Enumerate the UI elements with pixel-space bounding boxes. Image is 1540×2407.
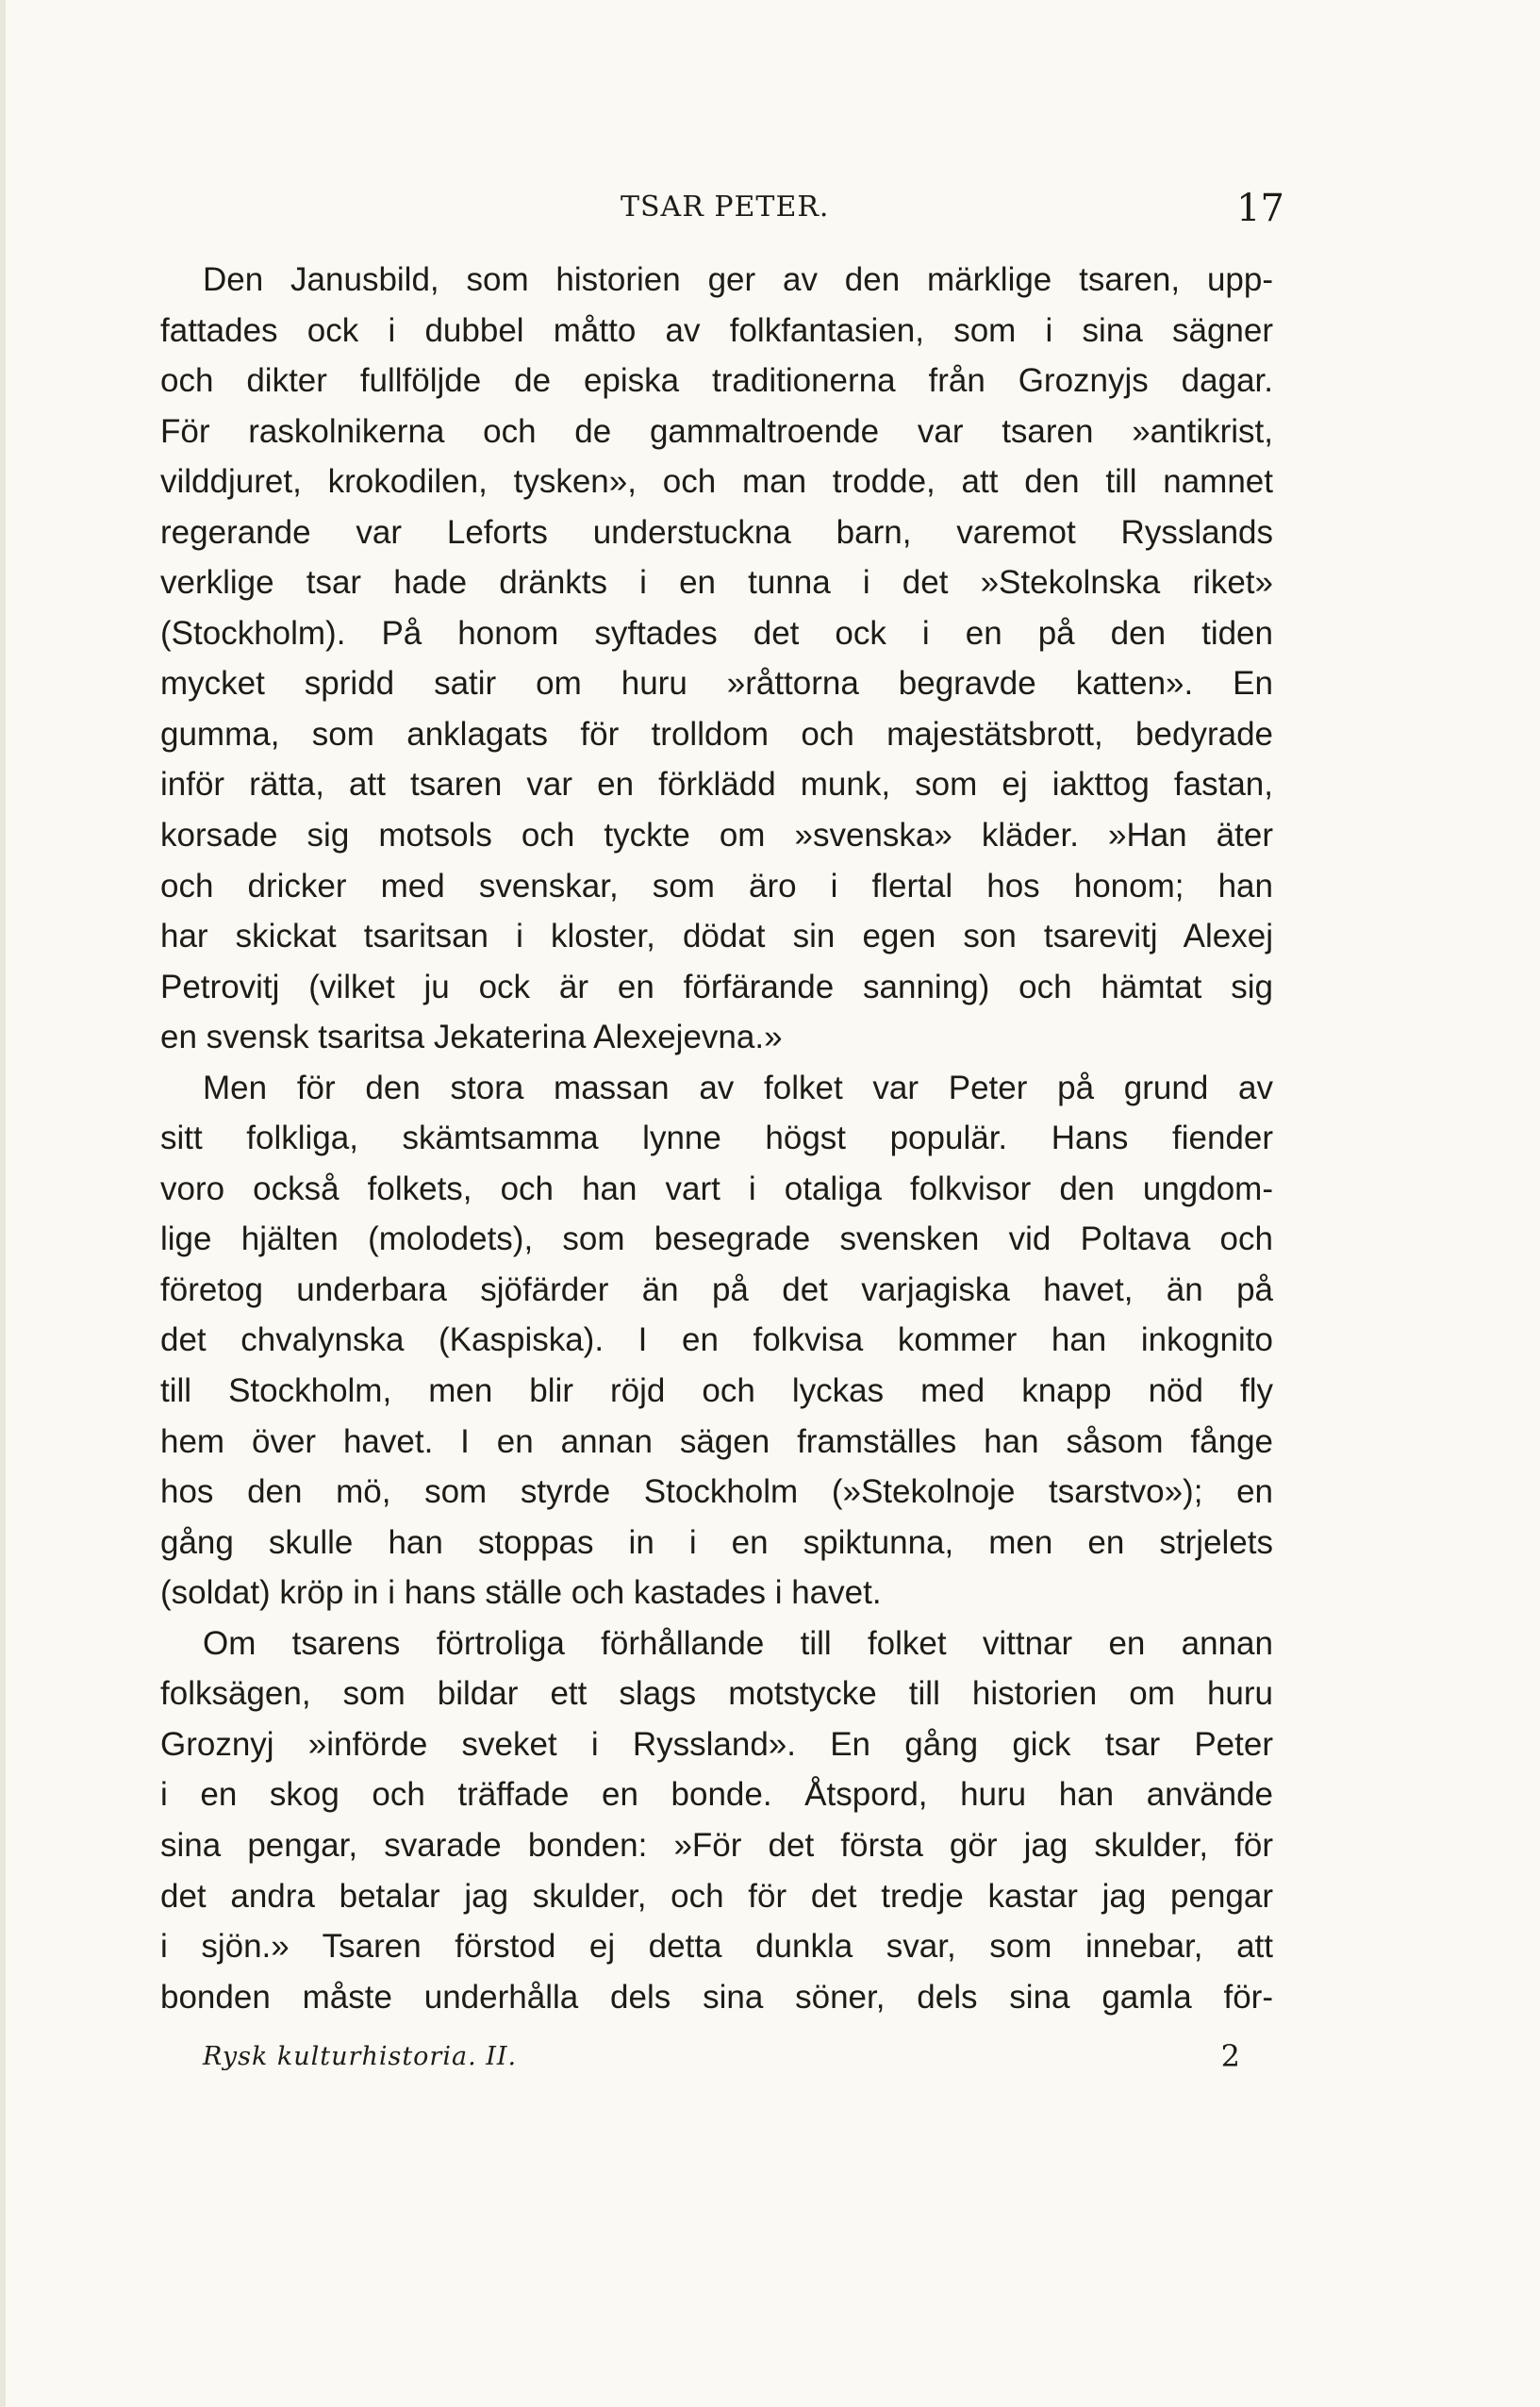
text-line: gumma, som anklagats för trolldom och majestätsbrott, bedyrade [160,715,1273,753]
text-line: Om tsarens förtroliga förhållande till folket vittnar en annan [203,1624,1273,1662]
text-line: sitt folkliga, skämtsamma lynne högst populär. Hans fiender [160,1120,1273,1157]
text-line: har skickat tsaritsan i kloster, dödat sin egen son tsarevitj Alexej [160,918,1273,955]
text-line: (soldat) kröp in i hans ställe och kastades i havet. [160,1574,882,1612]
paragraph-1 [160,255,1273,1063]
page-number: 17 [1236,187,1284,230]
text-line: folksägen, som bildar ett slags motstycke till historien om huru [160,1675,1273,1713]
text-line: hem över havet. I en annan sägen framställes han såsom fånge [160,1422,1273,1460]
text-line: verklige tsar hade dränkts i en tunna i det »Stekolnska riket» [160,564,1273,602]
text-line: Groznyj »införde sveket i Ryssland». En gång gick tsar Peter [160,1725,1273,1763]
text-line: företog underbara sjöfärder än på det varjagiska havet, än på [160,1270,1273,1308]
text-line: mycket spridd satir om huru »råttorna begravde katten». En [160,665,1273,703]
text-line: gång skulle han stoppas in i en spiktunna, men en strjelets [160,1523,1273,1561]
text-line: Petrovitj (vilket ju ock är en förfärande sanning) och hämtat sig [160,968,1273,1005]
text-line: det andra betalar jag skulder, och för det tredje kastar jag pengar [160,1877,1273,1915]
signature-mark: 2 [1220,2038,1240,2074]
text-line: voro också folkets, och han vart i otaliga folkvisor den ungdom- [160,1170,1273,1207]
page-edge [0,0,6,2407]
text-line: en svensk tsaritsa Jekaterina Alexejevna.» [160,1019,783,1056]
text-line: korsade sig motsols och tyckte om »svenska» kläder. »Han äter [160,817,1273,855]
text-line: bonden måste underhålla dels sina söner, dels sina gamla för- [160,1978,1273,2016]
page-header [160,187,1284,234]
text-line: fattades ock i dubbel måtto av folkfantasien, som i sina sägner [160,311,1273,349]
text-line: vilddjuret, krokodilen, tysken», och man trodde, att den till namnet [160,463,1273,501]
text-line: För raskolnikerna och de gammaltroende var tsaren »antikrist, [160,412,1273,450]
text-line: sina pengar, svarade bonden: »För det första gör jag skulder, för [160,1826,1273,1864]
text-line: lige hjälten (molodets), som besegrade svensken vid Poltava och [160,1220,1273,1258]
page-footer [203,2038,1240,2083]
text-line: i en skog och träffade en bonde. Åtspord, huru han använde [160,1776,1273,1814]
text-line: Men för den stora massan av folket var Peter på grund av [203,1069,1273,1106]
text-line: Den Janusbild, som historien ger av den märklige tsaren, upp- [203,261,1273,298]
text-line: (Stockholm). På honom syftades det ock i en på den tiden [160,614,1273,652]
text-line: till Stockholm, men blir röjd och lyckas med knapp nöd fly [160,1372,1273,1410]
text-line: hos den mö, som styrde Stockholm (»Stekolnoje tsarstvo»); en [160,1473,1273,1511]
running-title: TSAR PETER. [621,191,830,224]
text-line: det chvalynska (Kaspiska). I en folkvisa kommer han inkognito [160,1321,1273,1359]
text-line: inför rätta, att tsaren var en förklädd munk, som ej iakttog fastan, [160,766,1273,804]
text-line: i sjön.» Tsaren förstod ej detta dunkla svar, som innebar, att [160,1928,1273,1966]
text-line: regerande var Leforts understuckna barn, varemot Rysslands [160,513,1273,551]
paragraph-2 [160,1063,1273,1618]
text-line: och dricker med svenskar, som äro i flertal hos honom; han [160,867,1273,905]
body-text [160,255,1273,2022]
text-line: och dikter fullföljde de episka traditionerna från Groznyjs dagar. [160,362,1273,400]
paragraph-3 [160,1618,1273,2022]
book-title: Rysk kulturhistoria. II. [203,2042,518,2071]
